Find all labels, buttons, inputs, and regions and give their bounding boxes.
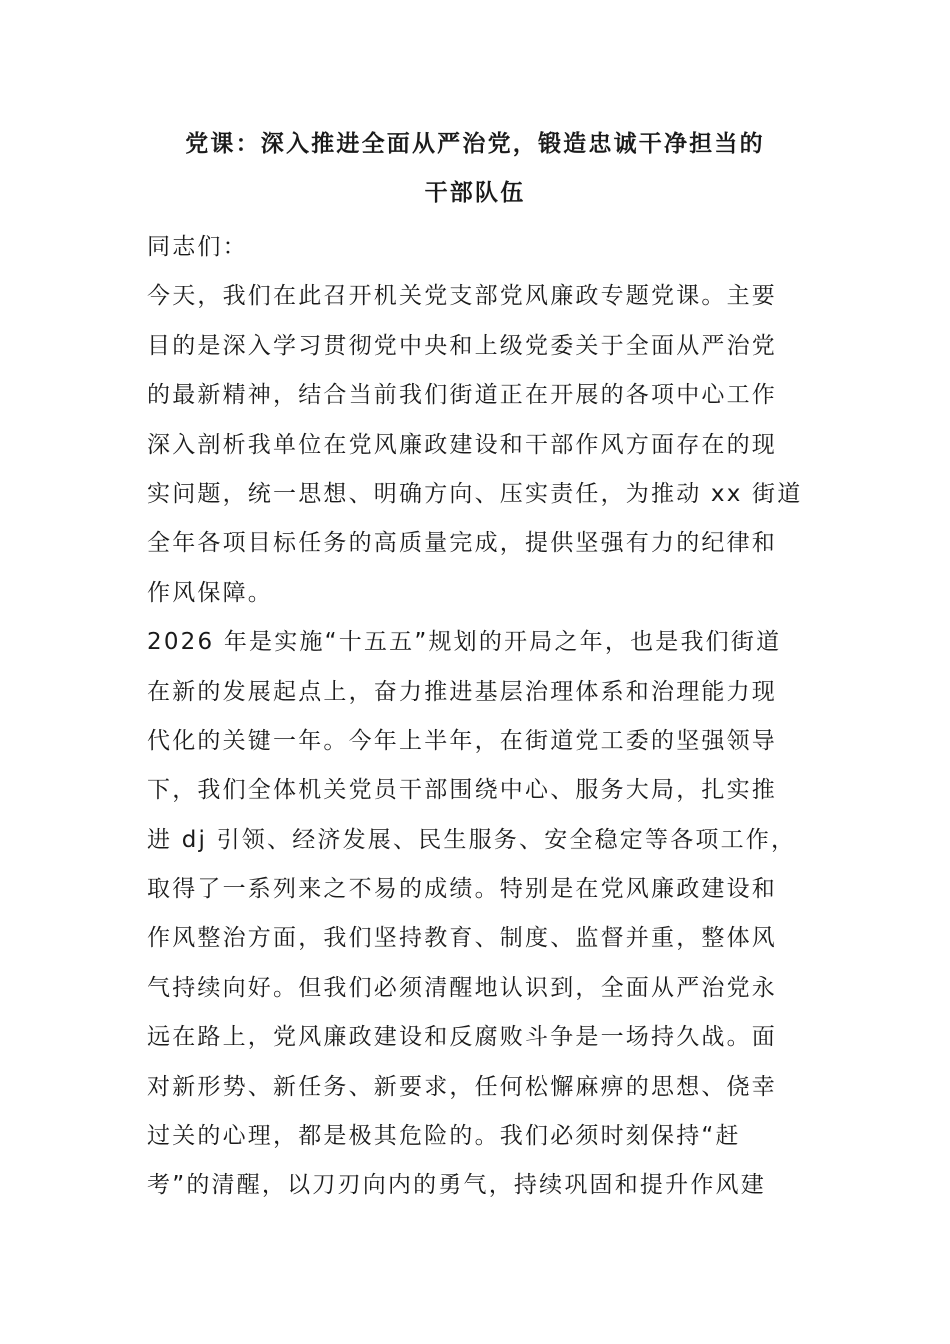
paragraph-line: 的最新精神，结合当前我们街道正在开展的各项中心工作 (147, 382, 777, 409)
paragraph-line: 在新的发展起点上，奋力推进基层治理体系和治理能力现 (147, 678, 777, 705)
title-line-1: 党课：深入推进全面从严治党，锻造忠诚干净担当的 (185, 131, 765, 157)
paragraph-line: 目的是深入学习贯彻党中央和上级党委关于全面从严治党 (147, 332, 777, 359)
paragraph-line: 实问题，统一思想、明确方向、压实责任，为推动 xx 街道 (147, 480, 803, 507)
paragraph-line: 考”的清醒，以刀刃向内的勇气，持续巩固和提升作风建 (147, 1172, 766, 1199)
paragraph-line: 2026 年是实施“十五五”规划的开局之年，也是我们街道 (147, 629, 782, 656)
document-body (147, 223, 812, 1211)
paragraph-line: 进 dj 引领、经济发展、民生服务、安全稳定等各项工作， (147, 826, 797, 853)
paragraph-1 (147, 272, 812, 618)
paragraph-line: 作风保障。 (147, 579, 273, 606)
paragraph-line: 过关的心理，都是极其危险的。我们必须时刻保持“赶 (147, 1123, 741, 1150)
paragraph-line: 作风整治方面，我们坚持教育、制度、监督并重，整体风 (147, 925, 777, 952)
paragraph-line: 全年各项目标任务的高质量完成，提供坚强有力的纪律和 (147, 530, 777, 557)
paragraph-line: 远在路上，党风廉政建设和反腐败斗争是一场持久战。面 (147, 1024, 777, 1051)
paragraph-line: 代化的关键一年。今年上半年，在街道党工委的坚强领导 (147, 727, 777, 754)
greeting: 同志们： (147, 234, 248, 260)
title-line-2: 干部队伍 (424, 180, 526, 207)
paragraph-line: 今天，我们在此召开机关党支部党风廉政专题党课。主要 (147, 283, 777, 310)
paragraph-line: 取得了一系列来之不易的成绩。特别是在党风廉政建设和 (147, 876, 777, 903)
paragraph-line: 对新形势、新任务、新要求，任何松懈麻痹的思想、侥幸 (147, 1073, 777, 1100)
paragraph-2 (147, 618, 812, 1211)
paragraph-line: 下，我们全体机关党员干部围绕中心、服务大局，扎实推 (147, 777, 777, 804)
paragraph-line: 深入剖析我单位在党风廉政建设和干部作风方面存在的现 (147, 431, 777, 458)
document-title (120, 120, 830, 219)
paragraph-line: 气持续向好。但我们必须清醒地认识到，全面从严治党永 (147, 974, 777, 1001)
